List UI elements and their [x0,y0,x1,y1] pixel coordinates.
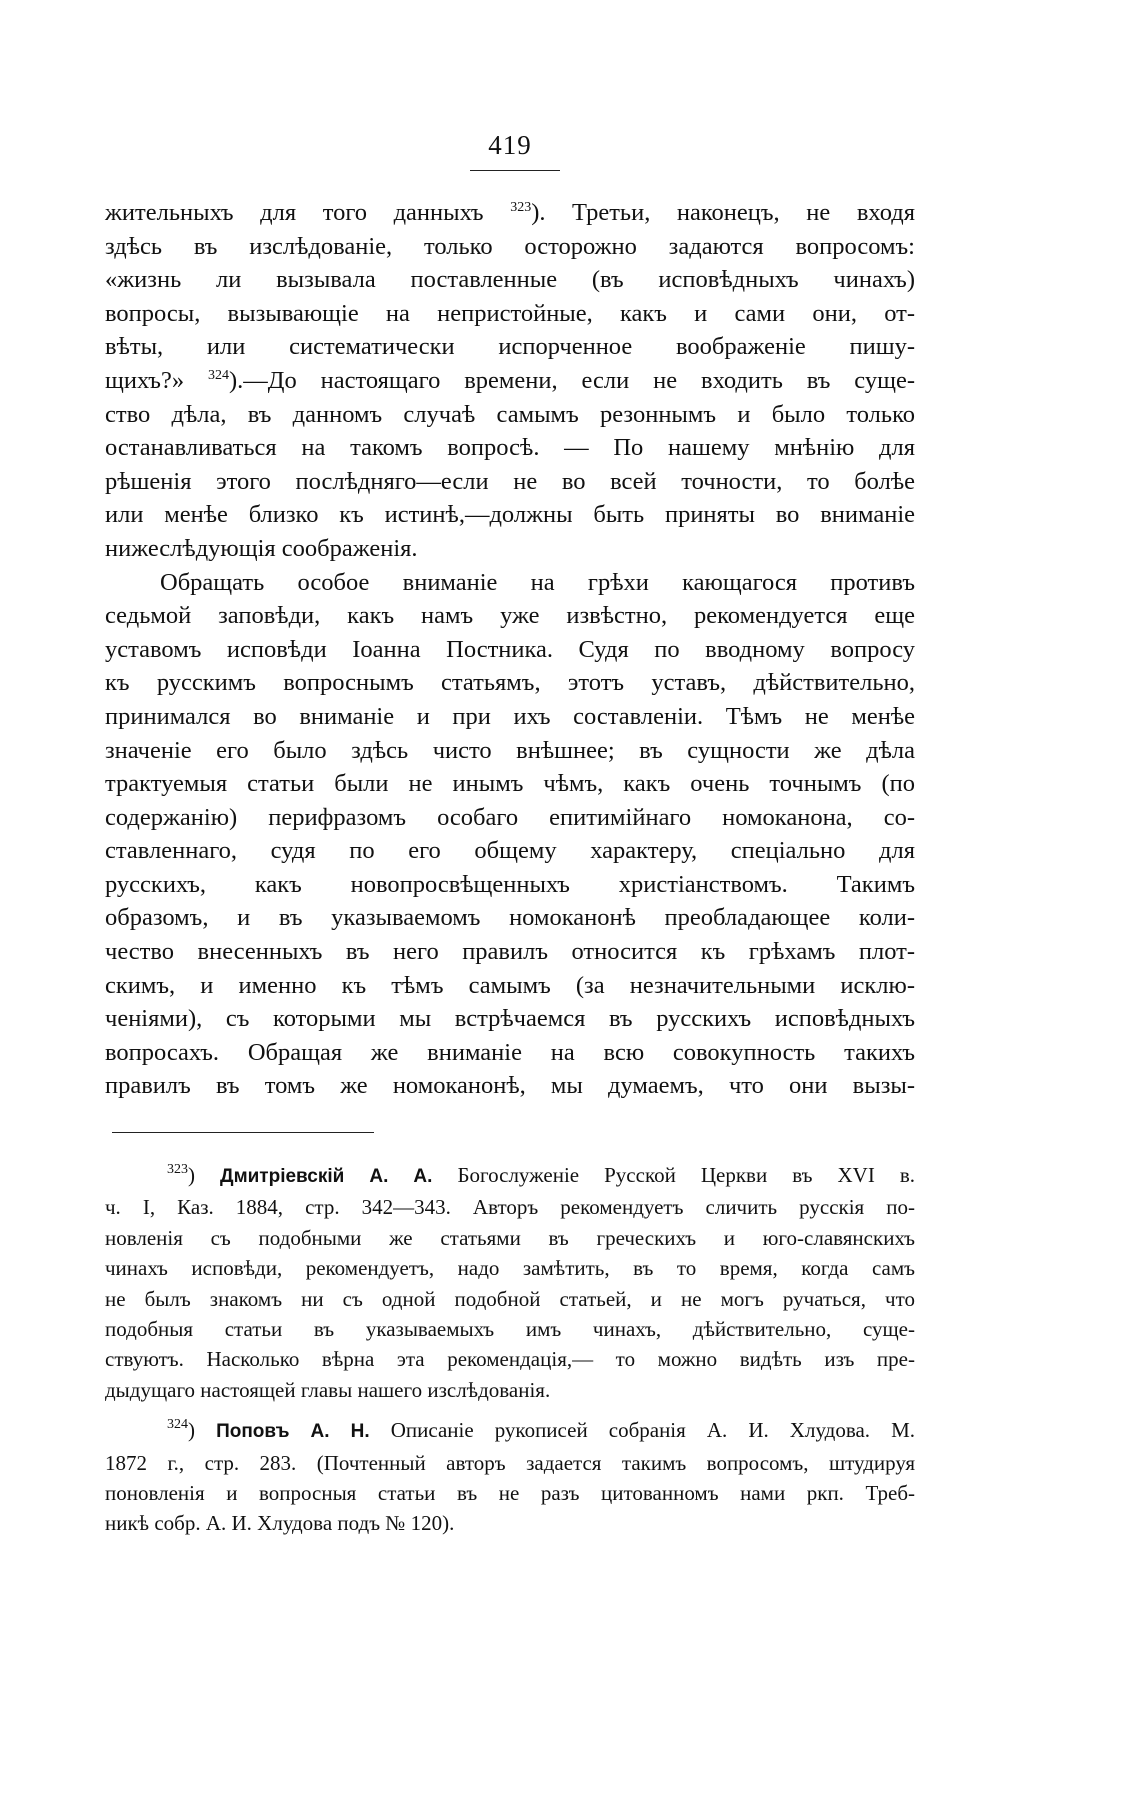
footnote-line: ствуютъ. Насколько вѣрна эта рекомендація,— то можно видѣть изъ пре- [105,1347,915,1372]
text-line: Обращать особое вниманіе на грѣхи кающагося противъ [160,568,915,596]
footnote-number: 324 [167,1417,188,1433]
footnote-line: подобныя статьи въ указываемыхъ имъ чинахъ, дѣйствительно, суще- [105,1317,915,1342]
footnote-line: $^{324}$) Поповъ А. Н. Описаніе рукописей собранія А. И. Хлудова. М. [167,1417,916,1443]
text-line: нижеслѣдующія соображенія. [105,534,418,562]
footnotes [105,1160,915,1539]
text-line: скимъ, и именно къ тѣмъ самымъ (за незначительными исклю- [105,971,915,999]
text-line: вѣты, или систематически испорченное воображеніе пишу- [105,333,915,361]
footnote-line: новленія съ подобными же статьями въ греческихъ и юго-славянскихъ [105,1225,915,1250]
footnote-author: Дмитріевскій А. А. [220,1166,433,1187]
footnote-author: Поповъ А. Н. [216,1421,370,1443]
text-line: трактуемыя статьи были не инымъ чѣмъ, какъ очень точнымъ (по [105,770,915,798]
text-line: останавливаться на такомъ вопросѣ. — По нашему мнѣнію для [105,434,915,462]
text-line: чество внесенныхъ въ него правилъ относится къ грѣхамъ плот- [105,938,915,966]
footnote-324 [105,1415,915,1539]
footnote-separator [112,1132,374,1133]
footnote-ref-324[interactable]: 324 [207,367,229,383]
page-number-rule [470,170,560,171]
text-line: ство дѣла, въ данномъ случаѣ самымъ резоннымъ и было только [105,400,915,428]
footnote-line: чинахъ исповѣди, рекомендуетъ, надо замѣтить, въ то время, когда самъ [105,1256,915,1281]
footnote-323 [105,1160,915,1405]
text-line: содержанію) перифразомъ особаго епитимійнаго номоканона, со- [105,803,915,831]
text-line: вопросы, вызывающіе на непристойные, какъ и сами они, от- [105,299,915,327]
footnote-number: 323 [167,1162,188,1177]
text-line: уставомъ исповѣди Іоанна Постника. Судя по вводному вопросу [105,635,915,663]
text-line: значеніе его было здѣсь чисто внѣшнее; въ сущности же дѣла [105,736,915,764]
footnote-ref-323[interactable]: 323 [510,200,532,215]
text-line: русскихъ, какъ новопросвѣщенныхъ христіанствомъ. Такимъ [105,870,915,898]
text-line: ченіями), съ которыми мы встрѣчаемся въ русскихъ исповѣдныхъ [105,1005,915,1033]
text-line: ставленнаго, судя по его общему характеру, спеціально для [105,837,915,865]
text-line: жительныхъ для того данныхъ $^{323}$). Третьи, наконецъ, не входя [105,199,915,226]
text-line: вопросахъ. Обращая же вниманіе на всю совокупность такихъ [105,1038,915,1066]
footnote-line: никѣ собр. А. И. Хлудова подъ № 120). [105,1511,455,1536]
text-line: здѣсь въ изслѣдованіе, только осторожно задаются вопросомъ: [105,232,915,260]
footnote-line: 1872 г., стр. 283. (Почтенный авторъ задается такимъ вопросомъ, штудируя [105,1450,915,1475]
text-line: щихъ?» $^{324}$).—До настоящаго времени, если не входить въ суще- [105,366,915,394]
text-line: образомъ, и въ указываемомъ номоканонѣ преобладающее коли- [105,904,915,932]
footnote-line: поновленія и вопросныя статьи въ не разъ цитованномъ нами ркп. Треб- [105,1481,915,1506]
main-text [105,196,915,1103]
text-line: или менѣе близко къ истинѣ,—должны быть приняты во вниманіе [105,501,915,529]
page-number: 419 [488,130,532,160]
text-line: правилъ въ томъ же номоканонѣ, мы думаемъ, что они вызы- [105,1072,915,1100]
text-line: рѣшенія этого послѣдняго—если не во всей точности, то болѣе [105,467,915,495]
text-line: принимался во вниманіе и при ихъ составленіи. Тѣмъ не менѣе [105,702,915,730]
text-line: къ русскимъ вопроснымъ статьямъ, этотъ уставъ, дѣйствительно, [105,669,915,697]
footnote-line: дыдущаго настоящей главы нашего изслѣдованія. [105,1377,551,1402]
footnote-line: ч. I, Каз. 1884, стр. 342—343. Авторъ рекомендуетъ сличить русскія по- [105,1195,915,1220]
footnote-line: не былъ знакомъ ни съ одной подобной статьей, и не могъ ручаться, что [105,1286,915,1311]
text-line: «жизнь ли вызывала поставленные (въ исповѣдныхъ чинахъ) [105,266,915,294]
text-line: седьмой заповѣди, какъ намъ уже извѣстно, рекомендуется еще [105,602,915,630]
footnote-line: $^{323}$) Дмитріевскій А. А. Богослуженіе Русской Церкви въ XVI в. [167,1162,916,1187]
